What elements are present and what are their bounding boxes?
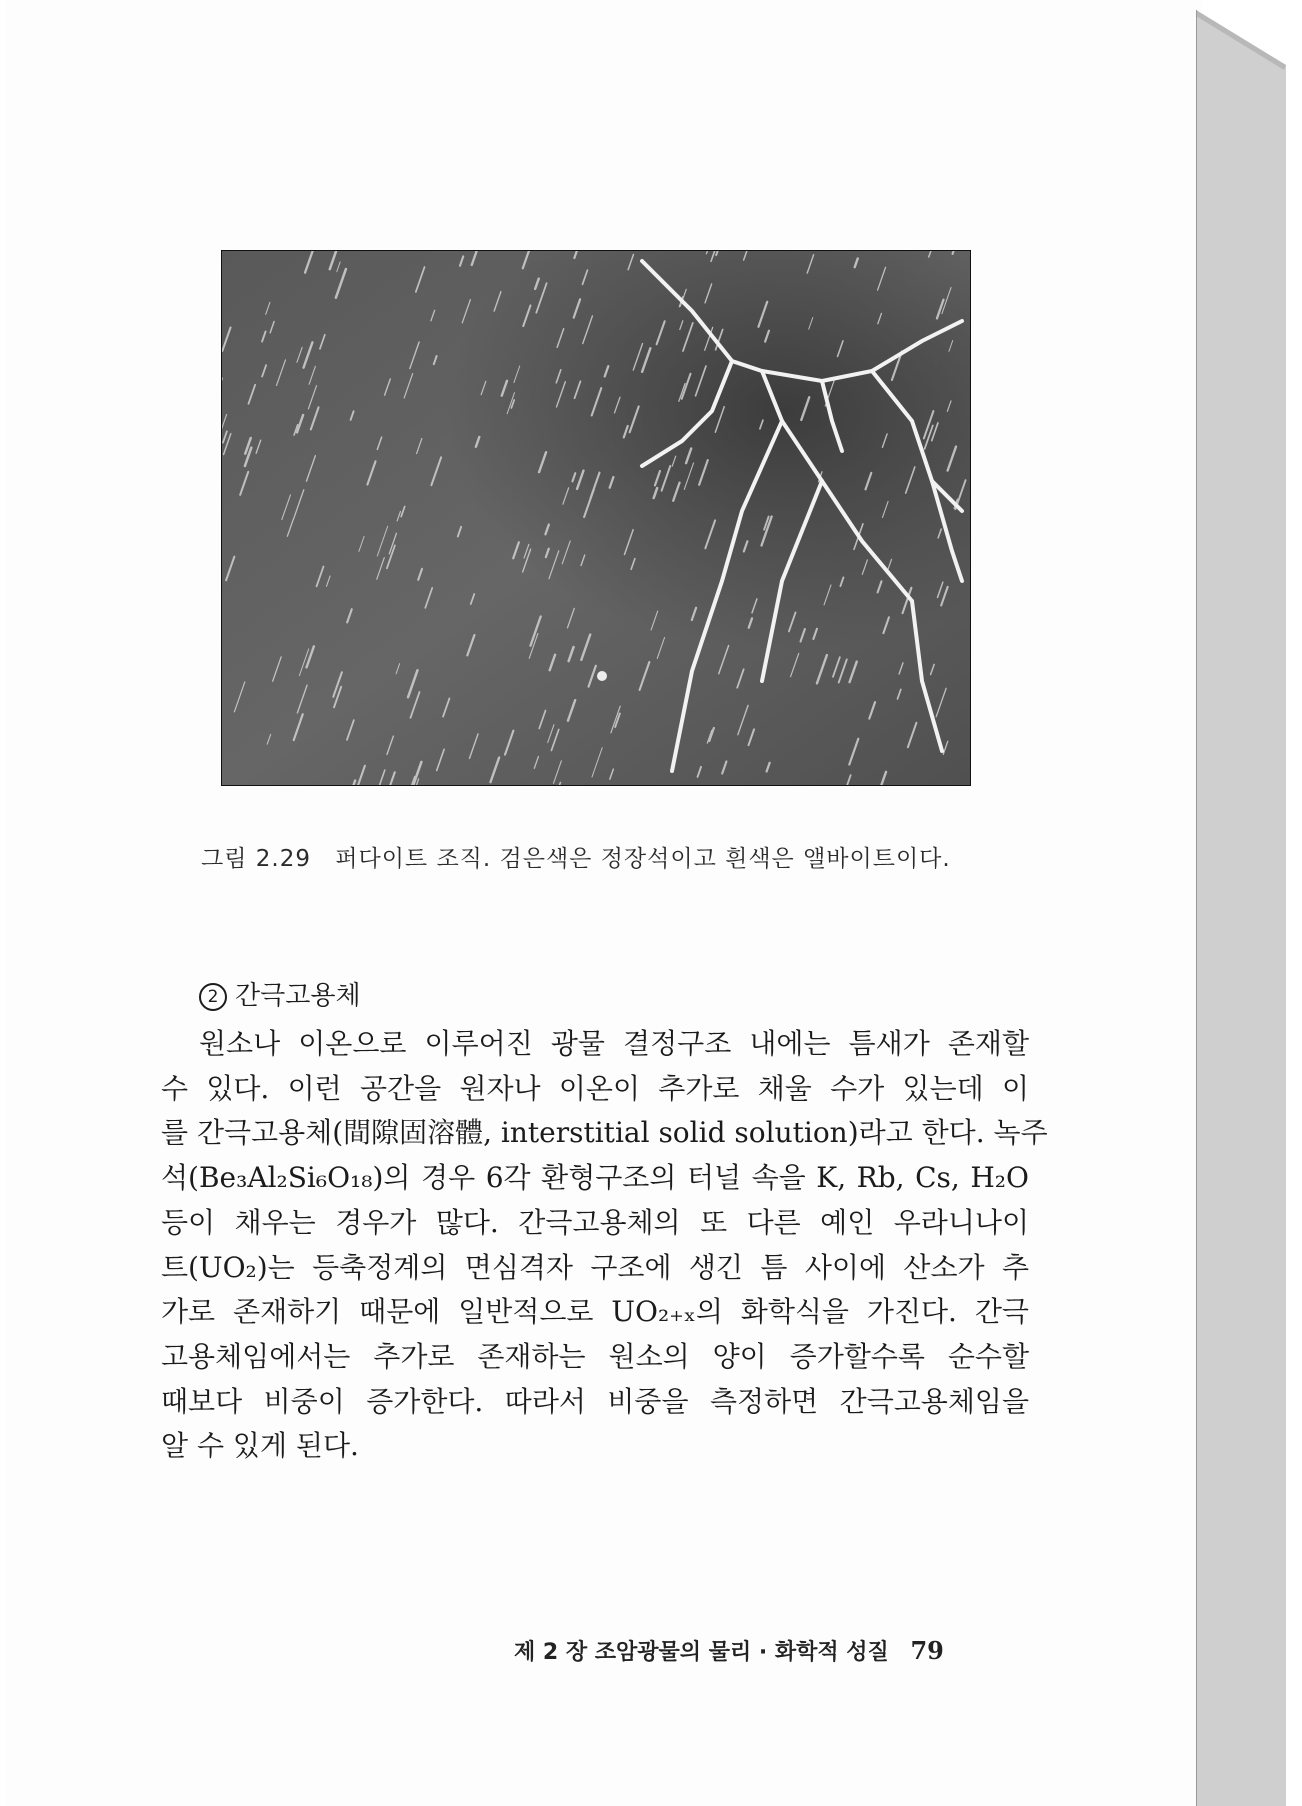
chapter-title: 제 2 장 조암광물의 물리 · 화학적 성질 bbox=[514, 1640, 889, 1665]
section-title: 간극고용체 bbox=[235, 981, 361, 1011]
book-page bbox=[6, 0, 1202, 1806]
paragraph-line: 때보다 비중이 증가한다. 따라서 비중을 측정하면 간극고용체임을 bbox=[161, 1384, 1029, 1418]
paragraph-line: 를 간극고용체(間隙固溶體, interstitial solid solution)라고 한다. 녹주 bbox=[161, 1116, 1048, 1150]
figure-caption-text: 퍼다이트 조직. 검은색은 정장석이고 흰색은 앨바이트이다. bbox=[335, 846, 951, 872]
paragraph-line: 알 수 있게 된다. bbox=[161, 1429, 359, 1463]
micrograph-image bbox=[222, 251, 970, 785]
running-footer bbox=[514, 1635, 944, 1666]
section-marker: 2 bbox=[199, 983, 227, 1011]
paragraph-line: 원소나 이온으로 이루어진 광물 결정구조 내에는 틈새가 존재할 bbox=[199, 1027, 1029, 1060]
book-block-edge bbox=[1196, 10, 1286, 1806]
section-heading bbox=[199, 975, 361, 1012]
paragraph-line: 트(UO₂)는 등축정계의 면심격자 구조에 생긴 틈 사이에 산소가 추 bbox=[161, 1250, 1029, 1284]
figure-caption bbox=[197, 840, 1017, 873]
paragraph-line: 등이 채우는 경우가 많다. 간극고용체의 또 다른 예인 우라니나이 bbox=[161, 1205, 1029, 1239]
paragraph-line: 고용체임에서는 추가로 존재하는 원소의 양이 증가할수록 순수할 bbox=[161, 1339, 1029, 1373]
paragraph-line: 석(Be₃Al₂Si₆O₁₈)의 경우 6각 환형구조의 터널 속을 K, Rb, Cs, H₂O bbox=[161, 1161, 1029, 1195]
page-number: 79 bbox=[910, 1636, 944, 1665]
paragraph-line: 가로 존재하기 때문에 일반적으로 UO₂₊ₓ의 화학식을 가진다. 간극 bbox=[161, 1295, 1029, 1329]
figure-label: 그림 2.29 bbox=[201, 846, 311, 872]
perthite-micrograph bbox=[221, 250, 971, 786]
paragraph-line: 수 있다. 이런 공간을 원자나 이온이 추가로 채울 수가 있는데 이 bbox=[161, 1071, 1029, 1105]
body-paragraph bbox=[161, 1022, 1048, 1469]
